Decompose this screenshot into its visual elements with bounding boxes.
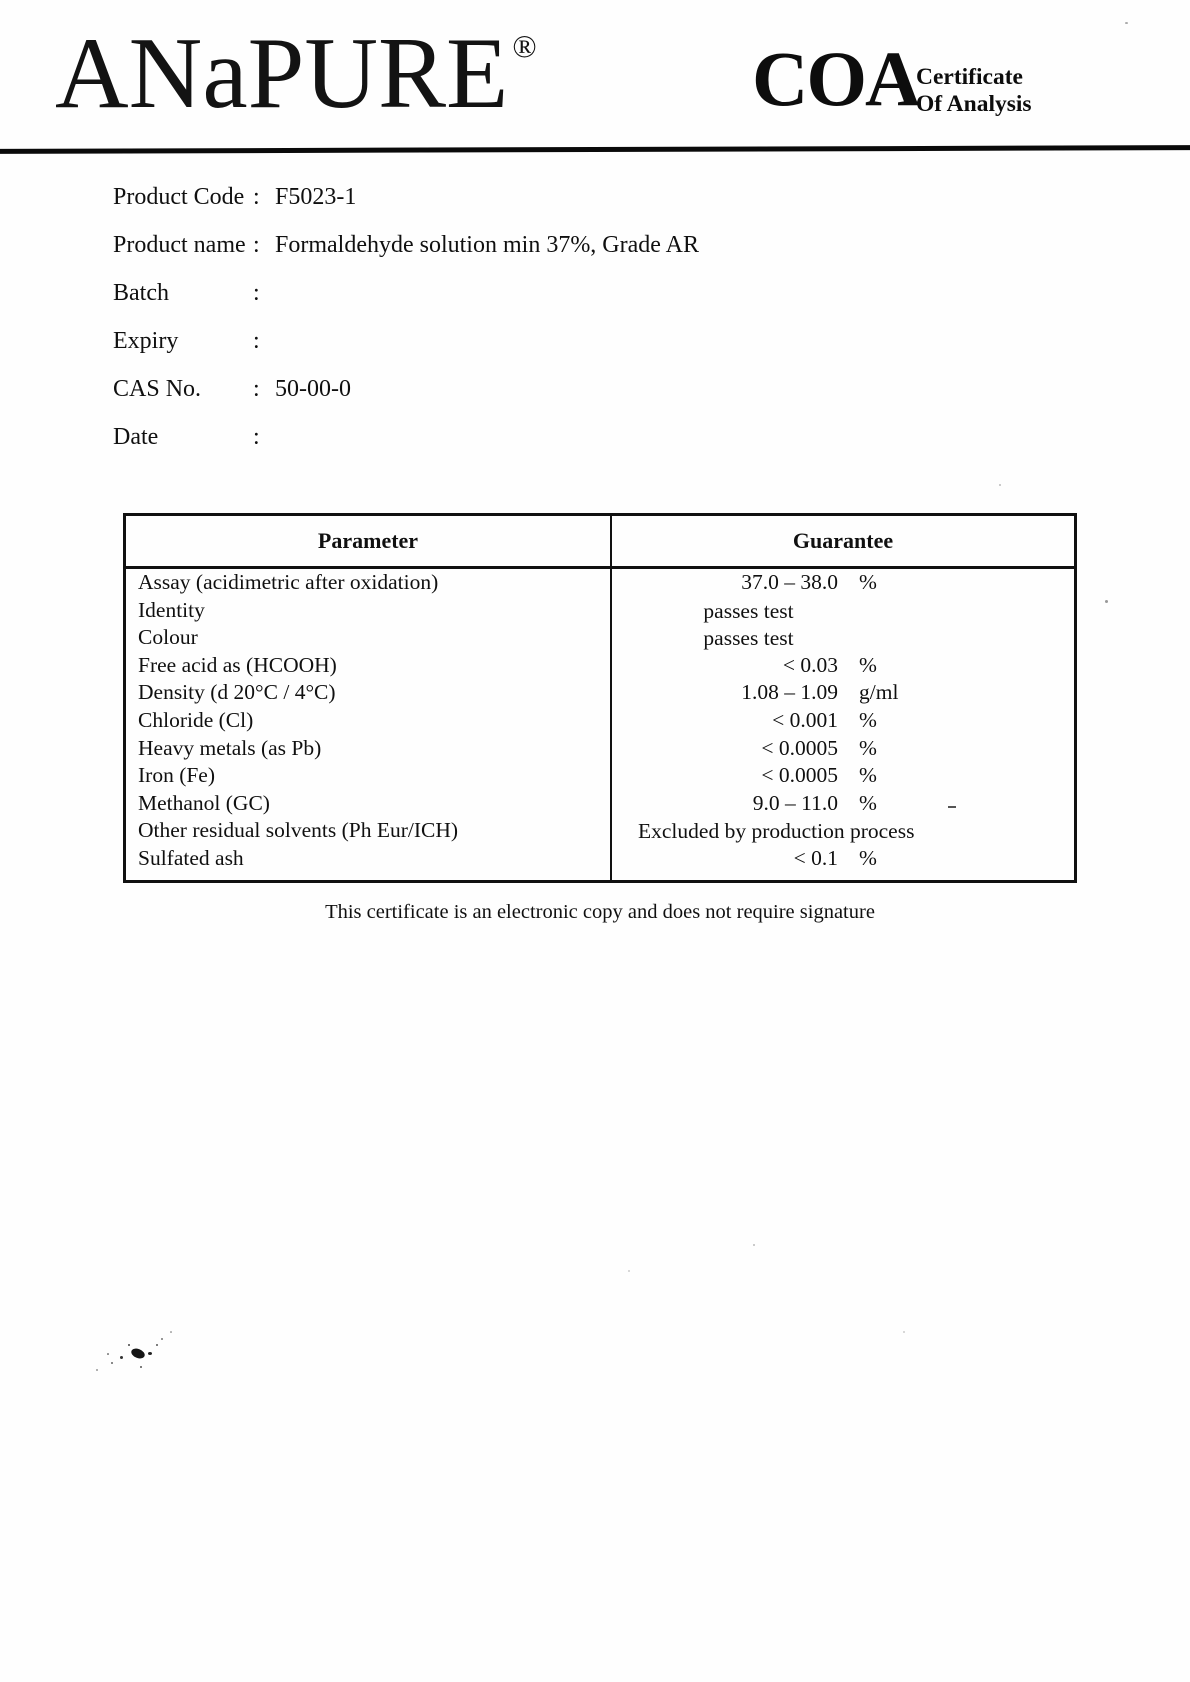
guarantee-text: passes test (703, 598, 794, 623)
field-separator: : (253, 232, 260, 258)
table-row (126, 817, 1074, 845)
field-separator: : (253, 280, 260, 306)
table-row (126, 569, 1074, 597)
ink-smudge-dot (128, 1344, 130, 1346)
ink-smudge (130, 1347, 146, 1361)
ink-smudge-dot (148, 1352, 152, 1355)
table-header-row (126, 516, 1074, 569)
guarantee-value: < 0.03 (782, 652, 838, 677)
ink-smudge-dot (107, 1353, 109, 1355)
field-label: Product Code (113, 184, 245, 210)
table-row (126, 790, 1074, 818)
ink-smudge-dot (156, 1344, 158, 1346)
parameter-cell: Colour (126, 624, 612, 652)
field-separator: : (253, 376, 260, 402)
parameter-cell: Other residual solvents (Ph Eur/ICH) (126, 817, 612, 845)
guarantee-cell (612, 762, 1074, 790)
guarantee-cell (612, 569, 1074, 597)
field-label: Batch (113, 280, 169, 306)
guarantee-unit: % (859, 763, 877, 788)
electronic-copy-note: This certificate is an electronic copy and does not require signature (325, 901, 875, 923)
table-row (126, 597, 1074, 625)
parameter-cell: Iron (Fe) (126, 762, 612, 790)
parameter-cell: Free acid as (HCOOH) (126, 652, 612, 680)
field-label: Expiry (113, 328, 179, 354)
table-row (126, 735, 1074, 763)
table-row (126, 762, 1074, 790)
field-product-code (113, 182, 699, 212)
scan-speck (753, 1244, 755, 1246)
coa-title: COA (752, 35, 920, 122)
parameter-cell: Identity (126, 597, 612, 625)
scan-speck (1125, 22, 1128, 24)
guarantee-value: < 0.0005 (761, 763, 838, 788)
company-logo (55, 17, 537, 130)
parameter-cell: Assay (acidimetric after oxidation) (126, 569, 612, 597)
scan-speck (903, 1331, 905, 1333)
guarantee-cell (612, 707, 1074, 735)
ink-smudge-dot (96, 1369, 98, 1371)
guarantee-unit: % (859, 790, 877, 815)
field-value: Formaldehyde solution min 37%, Grade AR (275, 232, 699, 258)
specification-table (123, 513, 1077, 883)
guarantee-unit: % (859, 845, 877, 870)
field-label: CAS No. (113, 376, 202, 402)
guarantee-value: 9.0 – 11.0 (752, 790, 838, 815)
registered-trademark-symbol: ® (512, 28, 537, 64)
field-separator: : (253, 424, 260, 450)
guarantee-cell (612, 817, 1074, 845)
guarantee-unit: g/ml (859, 680, 899, 705)
guarantee-unit: % (859, 735, 877, 760)
parameter-cell: Density (d 20°C / 4°C) (126, 679, 612, 707)
header-divider (0, 145, 1190, 154)
coa-subtitle-line1: Certificate (916, 64, 1023, 90)
field-product-name (113, 230, 699, 260)
guarantee-unit: % (859, 570, 877, 594)
guarantee-value: < 0.1 (793, 845, 838, 870)
scan-speck (999, 484, 1001, 486)
guarantee-value: < 0.0005 (761, 735, 838, 760)
parameter-cell: Heavy metals (as Pb) (126, 735, 612, 763)
field-date (113, 422, 699, 452)
ink-smudge-dot (161, 1338, 163, 1340)
field-separator: : (253, 184, 260, 210)
parameter-cell: Chloride (Cl) (126, 707, 612, 735)
coa-subtitle-line2: Of Analysis (916, 91, 1032, 117)
ink-smudge-dot (140, 1366, 142, 1368)
column-header-guarantee: Guarantee (792, 528, 894, 553)
table-row (126, 679, 1074, 707)
guarantee-value: 37.0 – 38.0 (741, 570, 838, 594)
scan-speck (628, 1270, 630, 1272)
field-separator: : (253, 328, 260, 354)
guarantee-cell (612, 790, 1074, 818)
table-row (126, 652, 1074, 680)
parameter-cell: Methanol (GC) (126, 790, 612, 818)
ink-smudge-dot (170, 1331, 172, 1333)
guarantee-cell (612, 652, 1074, 680)
field-value: 50-00-0 (275, 376, 351, 402)
column-header-parameter: Parameter (126, 516, 612, 566)
guarantee-unit: % (859, 707, 877, 732)
field-label: Date (113, 424, 159, 450)
guarantee-value: < 0.001 (772, 707, 838, 732)
field-label: Product name (113, 232, 246, 258)
guarantee-text: passes test (703, 626, 794, 651)
table-row (126, 624, 1074, 652)
field-batch (113, 278, 699, 308)
scan-dash-mark (948, 806, 956, 808)
scan-speck (1105, 600, 1108, 603)
ink-smudge-dot (120, 1356, 123, 1359)
guarantee-cell (612, 735, 1074, 763)
guarantee-unit: % (859, 652, 877, 677)
guarantee-cell (612, 597, 1074, 625)
coa-subtitle (916, 64, 1032, 118)
guarantee-cell (612, 679, 1074, 707)
guarantee-cell (612, 624, 1074, 652)
parameter-cell: Sulfated ash (126, 845, 612, 880)
product-info (113, 182, 699, 470)
guarantee-text: Excluded by production process (638, 819, 915, 844)
ink-smudge-dot (111, 1362, 113, 1364)
table-row (126, 707, 1074, 735)
guarantee-value: 1.08 – 1.09 (741, 680, 838, 705)
field-value: F5023-1 (275, 184, 357, 210)
guarantee-cell (612, 845, 1074, 880)
field-expiry (113, 326, 699, 356)
table-row (126, 845, 1074, 880)
field-cas-no (113, 374, 699, 404)
logo-text: ANaPURE (55, 17, 509, 130)
